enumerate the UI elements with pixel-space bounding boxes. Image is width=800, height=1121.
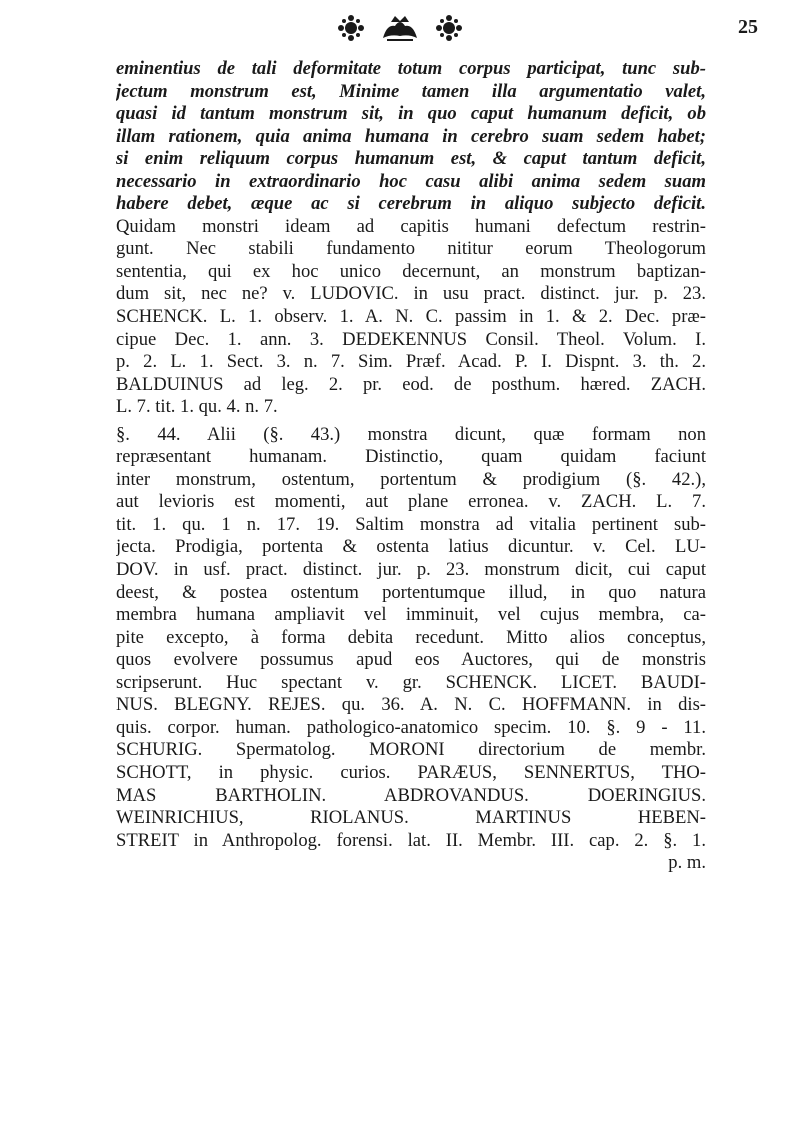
text-line: STREIT in Anthropolog. forensi. lat. II. Membr. III. cap. 2. §. 1. <box>116 829 706 851</box>
text-line: quis. corpor. human. pathologico-anatomico specim. 10. §. 9 - 11. <box>116 716 706 738</box>
text-line: inter monstrum, ostentum, portentum & prodigium (§. 42.), <box>116 468 706 490</box>
text-line: Quidam monstri ideam ad capitis humani defectum restrin- <box>116 215 706 237</box>
text-line: WEINRICHIUS, RIOLANUS. MARTINUS HEBEN- <box>116 807 706 829</box>
text-line: BALDUINUS ad leg. 2. pr. eod. de posthum. hæred. ZACH. <box>116 373 706 395</box>
text-line: si enim reliquum corpus humanum est, & caput tantum deficit, <box>116 148 706 170</box>
text-line: jecta. Prodigia, portenta & ostenta latius dicuntur. v. Cel. LU- <box>116 536 706 558</box>
text-line: SCHOTT, in physic. curios. PARÆUS, SENNERTUS, THO- <box>116 761 706 783</box>
text-line: membra humana ampliavit vel imminuit, vel cujus membra, ca- <box>116 604 706 626</box>
text-line: dum sit, nec ne? v. LUDOVIC. in usu pract. distinct. jur. p. 23. <box>116 283 706 305</box>
text-line: §. 44. Alii (§. 43.) monstra dicunt, quæ formam non <box>116 423 706 445</box>
text-line: eminentius de tali deformitate totum corpus participat, tunc sub- <box>116 58 706 79</box>
text-line: gunt. Nec stabili fundamento nititur eorum Theologorum <box>116 238 706 260</box>
body-text <box>116 58 706 875</box>
text-line: repræsentant humanam. Distinctio, quam quidam faciunt <box>116 446 706 468</box>
text-line: MAS BARTHOLIN. ABDROVANDUS. DOERINGIUS. <box>116 784 706 806</box>
text-line: DOV. in usf. pract. distinct. jur. p. 23. monstrum dicit, cui caput <box>116 559 706 581</box>
text-line: sententia, qui ex hoc unico decernunt, an monstrum baptizan- <box>116 260 706 282</box>
text-line: deest, & postea ostentum portentumque illud, in quo natura <box>116 581 706 603</box>
page-header <box>0 10 800 46</box>
text-line: illam rationem, quia anima humana in cerebro suam sedem habet; <box>116 125 706 147</box>
text-line: jectum monstrum est, Minime tamen illa argumentatio valet, <box>116 80 706 102</box>
text-line: quasi id tantum monstrum sit, in quo caput humanum deficit, ob <box>116 103 706 125</box>
text-line: tit. 1. qu. 1 n. 17. 19. Saltim monstra ad vitalia pertinent sub- <box>116 513 706 535</box>
text-line: p. m. <box>668 852 706 874</box>
fleuron-ornament-icon <box>335 12 465 44</box>
text-line: pite excepto, à forma debita recedunt. Mitto alios conceptus, <box>116 626 706 648</box>
text-line: cipue Dec. 1. ann. 3. DEDEKENNUS Consil. Theol. Volum. I. <box>116 328 706 350</box>
page-number: 25 <box>738 16 758 38</box>
text-line: necessario in extraordinario hoc casu alibi anima sedem suam <box>116 170 706 192</box>
text-line: aut levioris est momenti, aut plane erronea. v. ZACH. L. 7. <box>116 491 706 513</box>
text-line: NUS. BLEGNY. REJES. qu. 36. A. N. C. HOFFMANN. in dis- <box>116 694 706 716</box>
text-line: L. 7. tit. 1. qu. 4. n. 7. <box>116 396 278 418</box>
text-line: quos evolvere possumus apud eos Auctores, qui de monstris <box>116 649 706 671</box>
text-line: scripserunt. Huc spectant v. gr. SCHENCK. LICET. BAUDI- <box>116 671 706 693</box>
text-line: habere debet, æque ac si cerebrum in aliquo subjecto deficit. <box>116 193 706 215</box>
text-line: SCHURIG. Spermatolog. MORONI directorium de membr. <box>116 739 706 761</box>
text-line: p. 2. L. 1. Sect. 3. n. 7. Sim. Præf. Acad. P. I. Dispnt. 3. th. 2. <box>116 351 706 373</box>
text-line: SCHENCK. L. 1. observ. 1. A. N. C. passim in 1. & 2. Dec. præ- <box>116 306 706 328</box>
